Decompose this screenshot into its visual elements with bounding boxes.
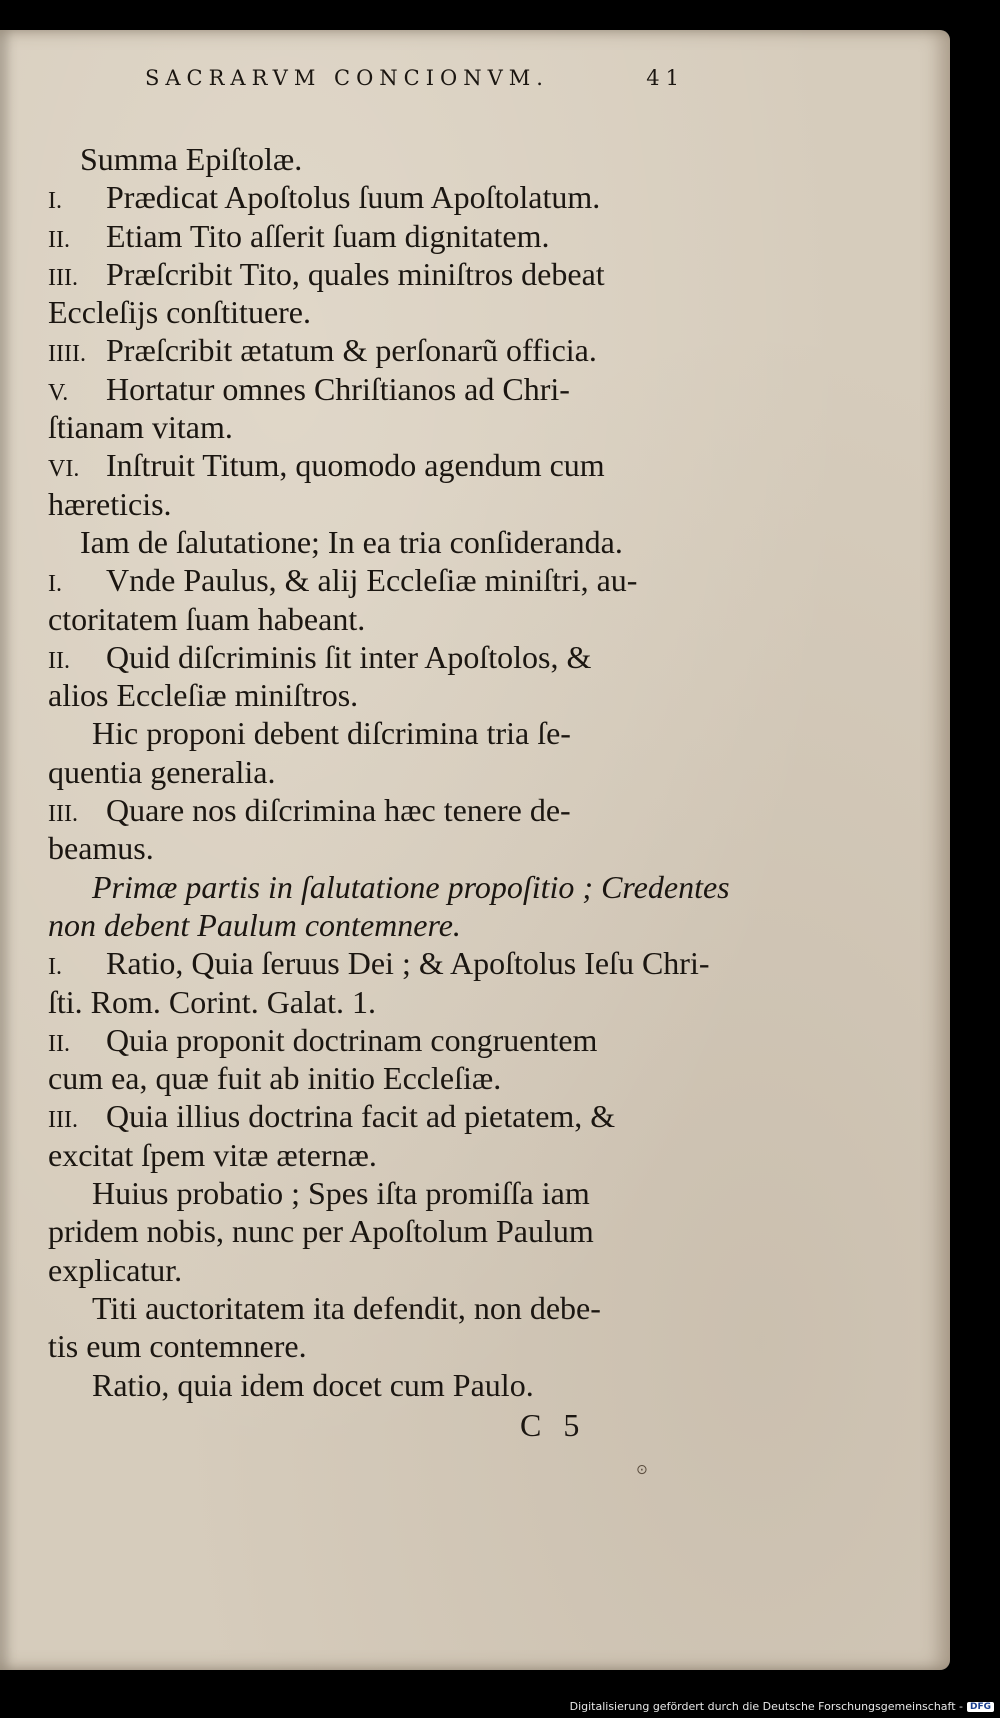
- text-line: [48, 1059, 700, 1097]
- text-line: [48, 983, 700, 1021]
- text-line: [48, 217, 700, 255]
- text-line: [48, 1327, 700, 1365]
- line-text: explicatur.: [48, 1251, 183, 1288]
- text-line: [48, 523, 700, 561]
- text-line: [48, 753, 700, 791]
- text-line: [48, 1366, 700, 1404]
- line-text: alios Eccleſiæ miniſtros.: [48, 677, 359, 714]
- text-line: [48, 331, 700, 369]
- line-numeral: II.: [48, 226, 70, 253]
- line-numeral: II.: [48, 647, 70, 674]
- line-text: Hortatur omnes Chriſtianos ad Chri-: [106, 370, 570, 407]
- line-text: Hic proponi debent diſcrimina tria ſe-: [92, 715, 571, 752]
- line-text: non debent Paulum contemnere.: [48, 906, 461, 943]
- running-title: SACRARVM CONCIONVM.: [145, 66, 549, 90]
- line-numeral: V.: [48, 379, 69, 406]
- line-text: Præſcribit ætatum & perſonarũ officia.: [106, 332, 597, 369]
- ornament-icon: ⊙: [636, 1462, 648, 1478]
- line-text: tis eum contemnere.: [48, 1328, 307, 1365]
- line-numeral: I.: [48, 954, 62, 981]
- text-line: [48, 255, 700, 293]
- line-text: Quid diſcriminis ſit inter Apoſtolos, &: [106, 638, 592, 675]
- text-line: [48, 408, 700, 446]
- line-numeral: VI.: [48, 456, 80, 483]
- line-text: beamus.: [48, 830, 154, 867]
- text-line: [48, 944, 710, 982]
- text-line: [48, 178, 700, 216]
- credit-text: Digitalisierung gefördert durch die Deutsche Forschungsgemeinschaft -: [569, 1700, 963, 1713]
- line-text: Quia proponit doctrinam congruentem: [106, 1021, 598, 1058]
- line-numeral: IIII.: [48, 341, 86, 368]
- line-text: ſtianam vitam.: [48, 409, 233, 446]
- digitization-credit: [570, 1700, 994, 1713]
- text-line: [48, 1021, 700, 1059]
- line-text: Summa Epiſtolæ.: [80, 141, 303, 177]
- line-text: Huius probatio ; Spes iſta promiſſa iam: [92, 1175, 590, 1212]
- line-text: Etiam Tito aſſerit ſuam dignitatem.: [106, 217, 550, 254]
- text-line: [48, 1289, 700, 1327]
- dfg-logo-icon: DFG: [967, 1702, 994, 1712]
- line-text: Ratio, Quia ſeruus Dei ; & Apoſtolus Ieſu Chri-: [106, 945, 710, 982]
- line-text: Quare nos diſcrimina hæc tenere de-: [106, 792, 571, 829]
- page-footer: [520, 1407, 579, 1444]
- text-line: [48, 485, 700, 523]
- signature-mark: C: [520, 1407, 542, 1443]
- line-text: Titi auctoritatem ita defendit, non debe-: [92, 1289, 601, 1326]
- running-header: [145, 66, 685, 90]
- line-text: pridem nobis, nunc per Apoſtolum Paulum: [48, 1213, 594, 1250]
- line-text: cum ea, quæ fuit ab initio Eccleſiæ.: [48, 1060, 502, 1097]
- line-numeral: III.: [48, 801, 78, 828]
- text-line: [48, 638, 700, 676]
- line-text: Primæ partis in ſalutatione propoſitio ; Credentes: [92, 868, 730, 905]
- text-line: [48, 676, 700, 714]
- line-text: excitat ſpem vitæ æternæ.: [48, 1136, 377, 1173]
- text-line: [48, 1212, 700, 1250]
- line-text: Eccleſijs conſtituere.: [48, 294, 311, 331]
- line-text: ctoritatem ſuam habeant.: [48, 600, 366, 637]
- line-text: Præſcribit Tito, quales miniſtros debeat: [106, 255, 605, 292]
- line-text: Iam de ſalutatione; In ea tria conſideranda.: [80, 523, 623, 560]
- text-line: [48, 714, 700, 752]
- line-text: Prædicat Apoſtolus ſuum Apoſtolatum.: [106, 179, 601, 216]
- text-line: [48, 561, 700, 599]
- text-line: [48, 1174, 700, 1212]
- line-numeral: I.: [48, 188, 62, 215]
- line-numeral: III.: [48, 1107, 78, 1134]
- text-line: [48, 600, 700, 638]
- body-text: [48, 140, 730, 1404]
- text-line: [48, 446, 700, 484]
- text-line: [48, 868, 730, 906]
- line-text: Quia illius doctrina facit ad pietatem, &: [106, 1098, 616, 1135]
- text-line: [48, 1136, 700, 1174]
- line-numeral: I.: [48, 571, 62, 598]
- text-line: [48, 370, 700, 408]
- text-line: [48, 906, 700, 944]
- line-text: hæreticis.: [48, 485, 172, 522]
- text-line: [48, 1251, 700, 1289]
- text-line: [48, 140, 700, 178]
- text-line: [48, 1097, 700, 1135]
- text-line: [48, 293, 700, 331]
- line-text: ſti. Rom. Corint. Galat. 1.: [48, 983, 376, 1020]
- line-text: Vnde Paulus, & alij Eccleſiæ miniſtri, au-: [106, 562, 638, 599]
- line-numeral: III.: [48, 264, 78, 291]
- line-text: Ratio, quia idem docet cum Paulo.: [92, 1366, 534, 1403]
- catchword: 5: [563, 1407, 580, 1443]
- text-line: [48, 829, 700, 867]
- page-number: 41: [646, 66, 685, 90]
- line-text: Inſtruit Titum, quomodo agendum cum: [106, 447, 605, 484]
- text-line: [48, 791, 700, 829]
- line-text: quentia generalia.: [48, 753, 276, 790]
- line-numeral: II.: [48, 1030, 70, 1057]
